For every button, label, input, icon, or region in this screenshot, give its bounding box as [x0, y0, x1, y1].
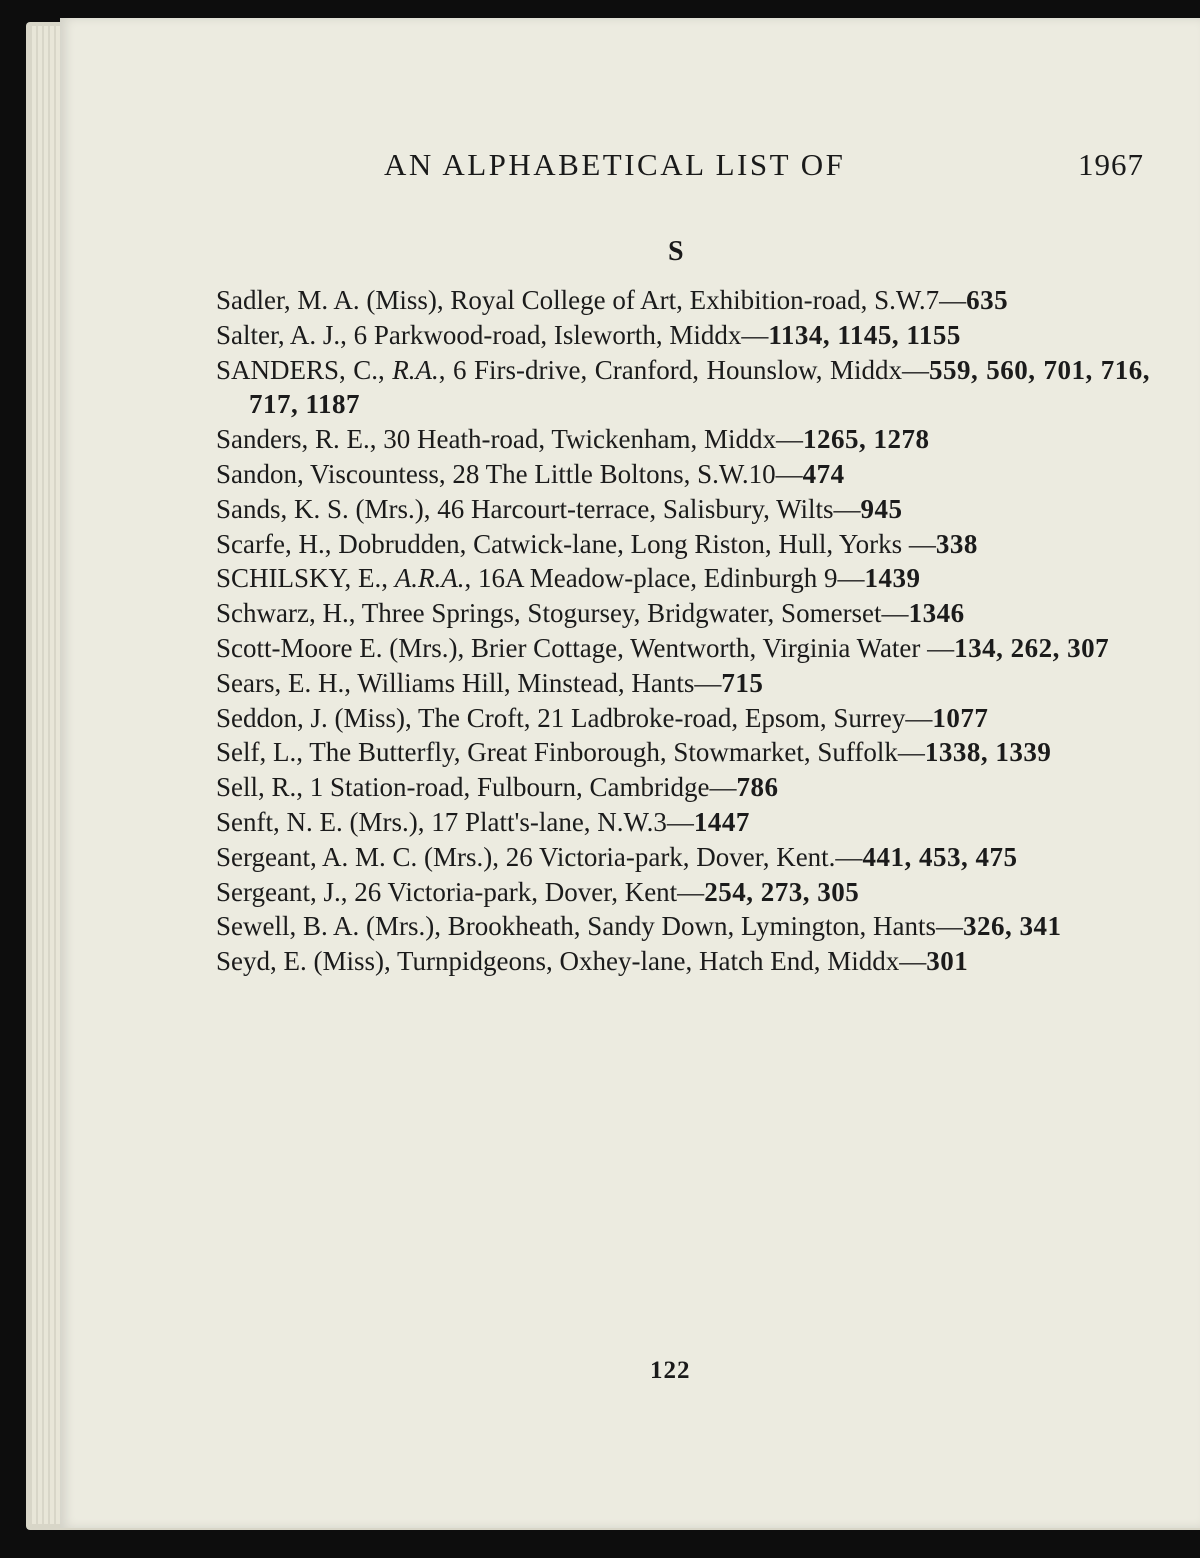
entry-list [216, 283, 1150, 979]
page-number: 122 [650, 1357, 691, 1384]
entry-text: Sell, R., 1 Station-road, Fulbourn, Cambridge— [216, 772, 737, 803]
list-item [216, 875, 1150, 910]
entry-text: Scott-Moore E. (Mrs.), Brier Cottage, Wentworth, Virginia Water — [216, 632, 955, 663]
entry-numbers: 786 [736, 772, 779, 803]
list-item [216, 735, 1150, 770]
list-item [216, 701, 1150, 736]
entry-text: SCHILSKY, E., [216, 563, 395, 594]
list-item [216, 492, 1150, 527]
entry-text: Sands, K. S. (Mrs.), 46 Harcourt-terrace, Salisbury, Wilts— [216, 493, 861, 524]
list-item [216, 283, 1150, 318]
list-item [216, 631, 1150, 666]
entry-numbers: 1077 [932, 702, 989, 733]
list-item [216, 457, 1150, 492]
running-header-year: 1967 [1078, 147, 1144, 182]
entry-numbers: 1447 [693, 806, 750, 837]
list-item [216, 561, 1150, 596]
list-item [216, 909, 1150, 944]
entry-text: Sadler, M. A. (Miss), Royal College of Art, Exhibition-road, S.W.7— [216, 285, 967, 315]
entry-numbers: 441, 453, 475 [862, 841, 1018, 872]
entry-address: , 6 Firs-drive, Cranford, Hounslow, Middx— [438, 354, 930, 385]
entry-title: A.R.A. [394, 563, 465, 594]
list-item [216, 318, 1150, 353]
entry-text: Sergeant, J., 26 Victoria-park, Dover, Kent— [216, 876, 705, 907]
entry-text: Seddon, J. (Miss), The Croft, 21 Ladbroke-road, Epsom, Surrey— [216, 702, 933, 733]
entry-numbers: 1346 [908, 598, 965, 629]
list-item [216, 527, 1150, 562]
entry-text: Sanders, R. E., 30 Heath-road, Twickenham, Middx— [216, 424, 803, 455]
entry-numbers: 1265, 1278 [803, 424, 930, 455]
entry-text: Seyd, E. (Miss), Turnpidgeons, Oxhey-lane, Hatch End, Middx— [216, 946, 927, 977]
list-item [216, 596, 1150, 631]
entry-numbers: 474 [802, 458, 845, 489]
entry-text: Schwarz, H., Three Springs, Stogursey, Bridgwater, Somerset— [216, 598, 909, 629]
entry-text: SANDERS, C., [216, 354, 393, 385]
entry-numbers: 1134, 1145, 1155 [768, 319, 961, 350]
entry-text: Sergeant, A. M. C. (Mrs.), 26 Victoria-park, Dover, Kent.— [216, 841, 863, 872]
entry-numbers: 1439 [864, 563, 921, 594]
running-header-title: AN ALPHABETICAL LIST OF [384, 147, 846, 182]
list-item [216, 666, 1150, 701]
list-item [216, 944, 1150, 979]
entry-numbers: 254, 273, 305 [704, 876, 860, 907]
entry-numbers: 338 [935, 528, 978, 559]
list-item [216, 353, 1150, 423]
entry-numbers: 635 [966, 285, 1009, 315]
list-item [216, 805, 1150, 840]
entry-text: Self, L., The Butterfly, Great Finborough, Stowmarket, Suffolk— [216, 737, 925, 768]
entry-title: R.A. [392, 354, 439, 385]
list-item [216, 840, 1150, 875]
entry-numbers: 301 [926, 946, 969, 977]
entry-text: Senft, N. E. (Mrs.), 17 Platt's-lane, N.W.3— [216, 806, 694, 837]
list-item [216, 770, 1150, 805]
entry-text: Sandon, Viscountess, 28 The Little Boltons, S.W.10— [216, 458, 803, 489]
entry-numbers: 945 [860, 493, 903, 524]
entry-numbers: 559, 560, 701, 716, 717, 1187 [249, 354, 1151, 420]
entry-address: , 16A Meadow-place, Edinburgh 9— [464, 563, 865, 594]
entry-numbers: 715 [721, 667, 764, 698]
entry-text: Scarfe, H., Dobrudden, Catwick-lane, Long Riston, Hull, Yorks — [216, 528, 936, 559]
entry-text: Salter, A. J., 6 Parkwood-road, Isleworth, Middx— [216, 319, 769, 350]
entry-text: Sewell, B. A. (Mrs.), Brookheath, Sandy Down, Lymington, Hants— [216, 911, 963, 942]
entry-numbers: 326, 341 [962, 911, 1062, 942]
entry-numbers: 1338, 1339 [924, 737, 1052, 768]
section-letter: S [668, 236, 684, 267]
list-item [216, 422, 1150, 457]
entry-numbers: 134, 262, 307 [954, 632, 1110, 663]
entry-text: Sears, E. H., Williams Hill, Minstead, Hants— [216, 667, 722, 698]
